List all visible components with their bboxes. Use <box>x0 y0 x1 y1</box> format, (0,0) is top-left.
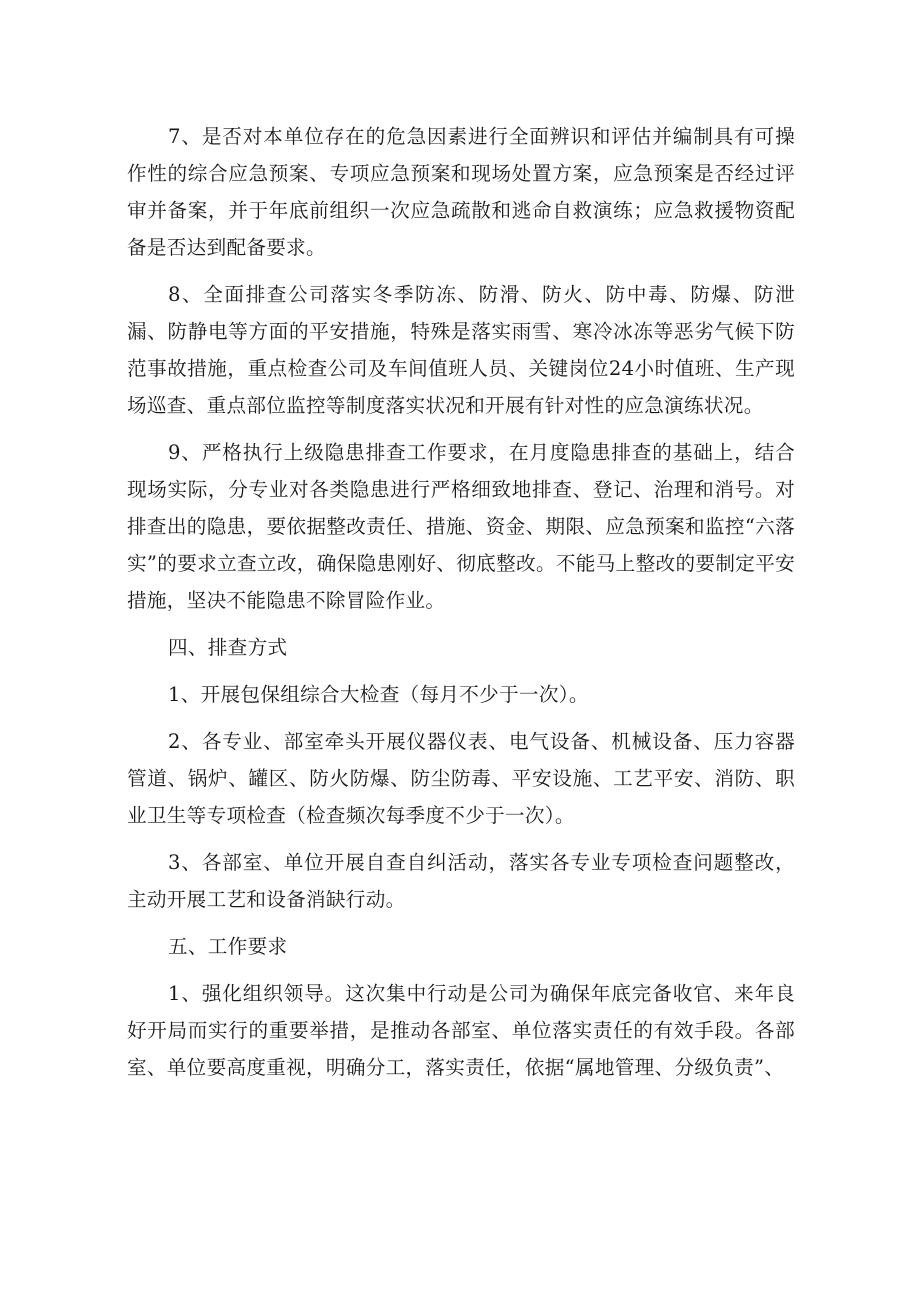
paragraph-item-9: 9、严格执行上级隐患排查工作要求，在月度隐患排查的基础上，结合现场实际，分专业对各类隐患进行严格细致地排查、登记、治理和消号。对排查出的隐患，要依据整改责任、措施、资金、期限、应急预案和监控“六落实”的要求立查立改，确保隐患刚好、彻底整改。不能马上整改的要制定平安措施，坚决不能隐患不除冒险作业。 <box>127 441 795 612</box>
paragraph-method-3: 3、各部室、单位开展自查自纠活动，落实各专业专项检查问题整改，主动开展工艺和设备消缺行动。 <box>127 851 795 911</box>
paragraph-item-7: 7、是否对本单位存在的危急因素进行全面辨识和评估并编制具有可操作性的综合应急预案、专项应急预案和现场处置方案，应急预案是否经过评审并备案，并于年底前组织一次应急疏散和逃命自救演练；应急救援物资配备是否达到配备要求。 <box>127 125 795 259</box>
document-body <box>127 118 795 1096</box>
section-heading-4: 四、排查方式 <box>168 636 288 659</box>
paragraph-item-8: 8、全面排查公司落实冬季防冻、防滑、防火、防中毒、防爆、防泄漏、防静电等方面的平安措施，特殊是落实雨雪、寒冷冰冻等恶劣气候下防范事故措施，重点检查公司及车间值班人员、关键岗位24小时值班、生产现场巡查、重点部位监控等制度落实状况和开展有针对性的应急演练状况。 <box>127 283 795 417</box>
section-heading-5: 五、工作要求 <box>168 935 288 958</box>
paragraph-requirement-1: 1、强化组织领导。这次集中行动是公司为确保年底完备收官、来年良好开局而实行的重要举措，是推动各部室、单位落实责任的有效手段。各部室、单位要高度重视，明确分工，落实责任，依据“属地管理、分级负责”、 <box>127 982 795 1079</box>
paragraph-method-2: 2、各专业、部室牵头开展仪器仪表、电气设备、机械设备、压力容器管道、锅炉、罐区、防火防爆、防尘防毒、平安设施、工艺平安、消防、职业卫生等专项检查（检查频次每季度不少于一次）。 <box>127 730 795 827</box>
paragraph-method-1: 1、开展包保组综合大检查（每月不少于一次）。 <box>168 683 589 706</box>
